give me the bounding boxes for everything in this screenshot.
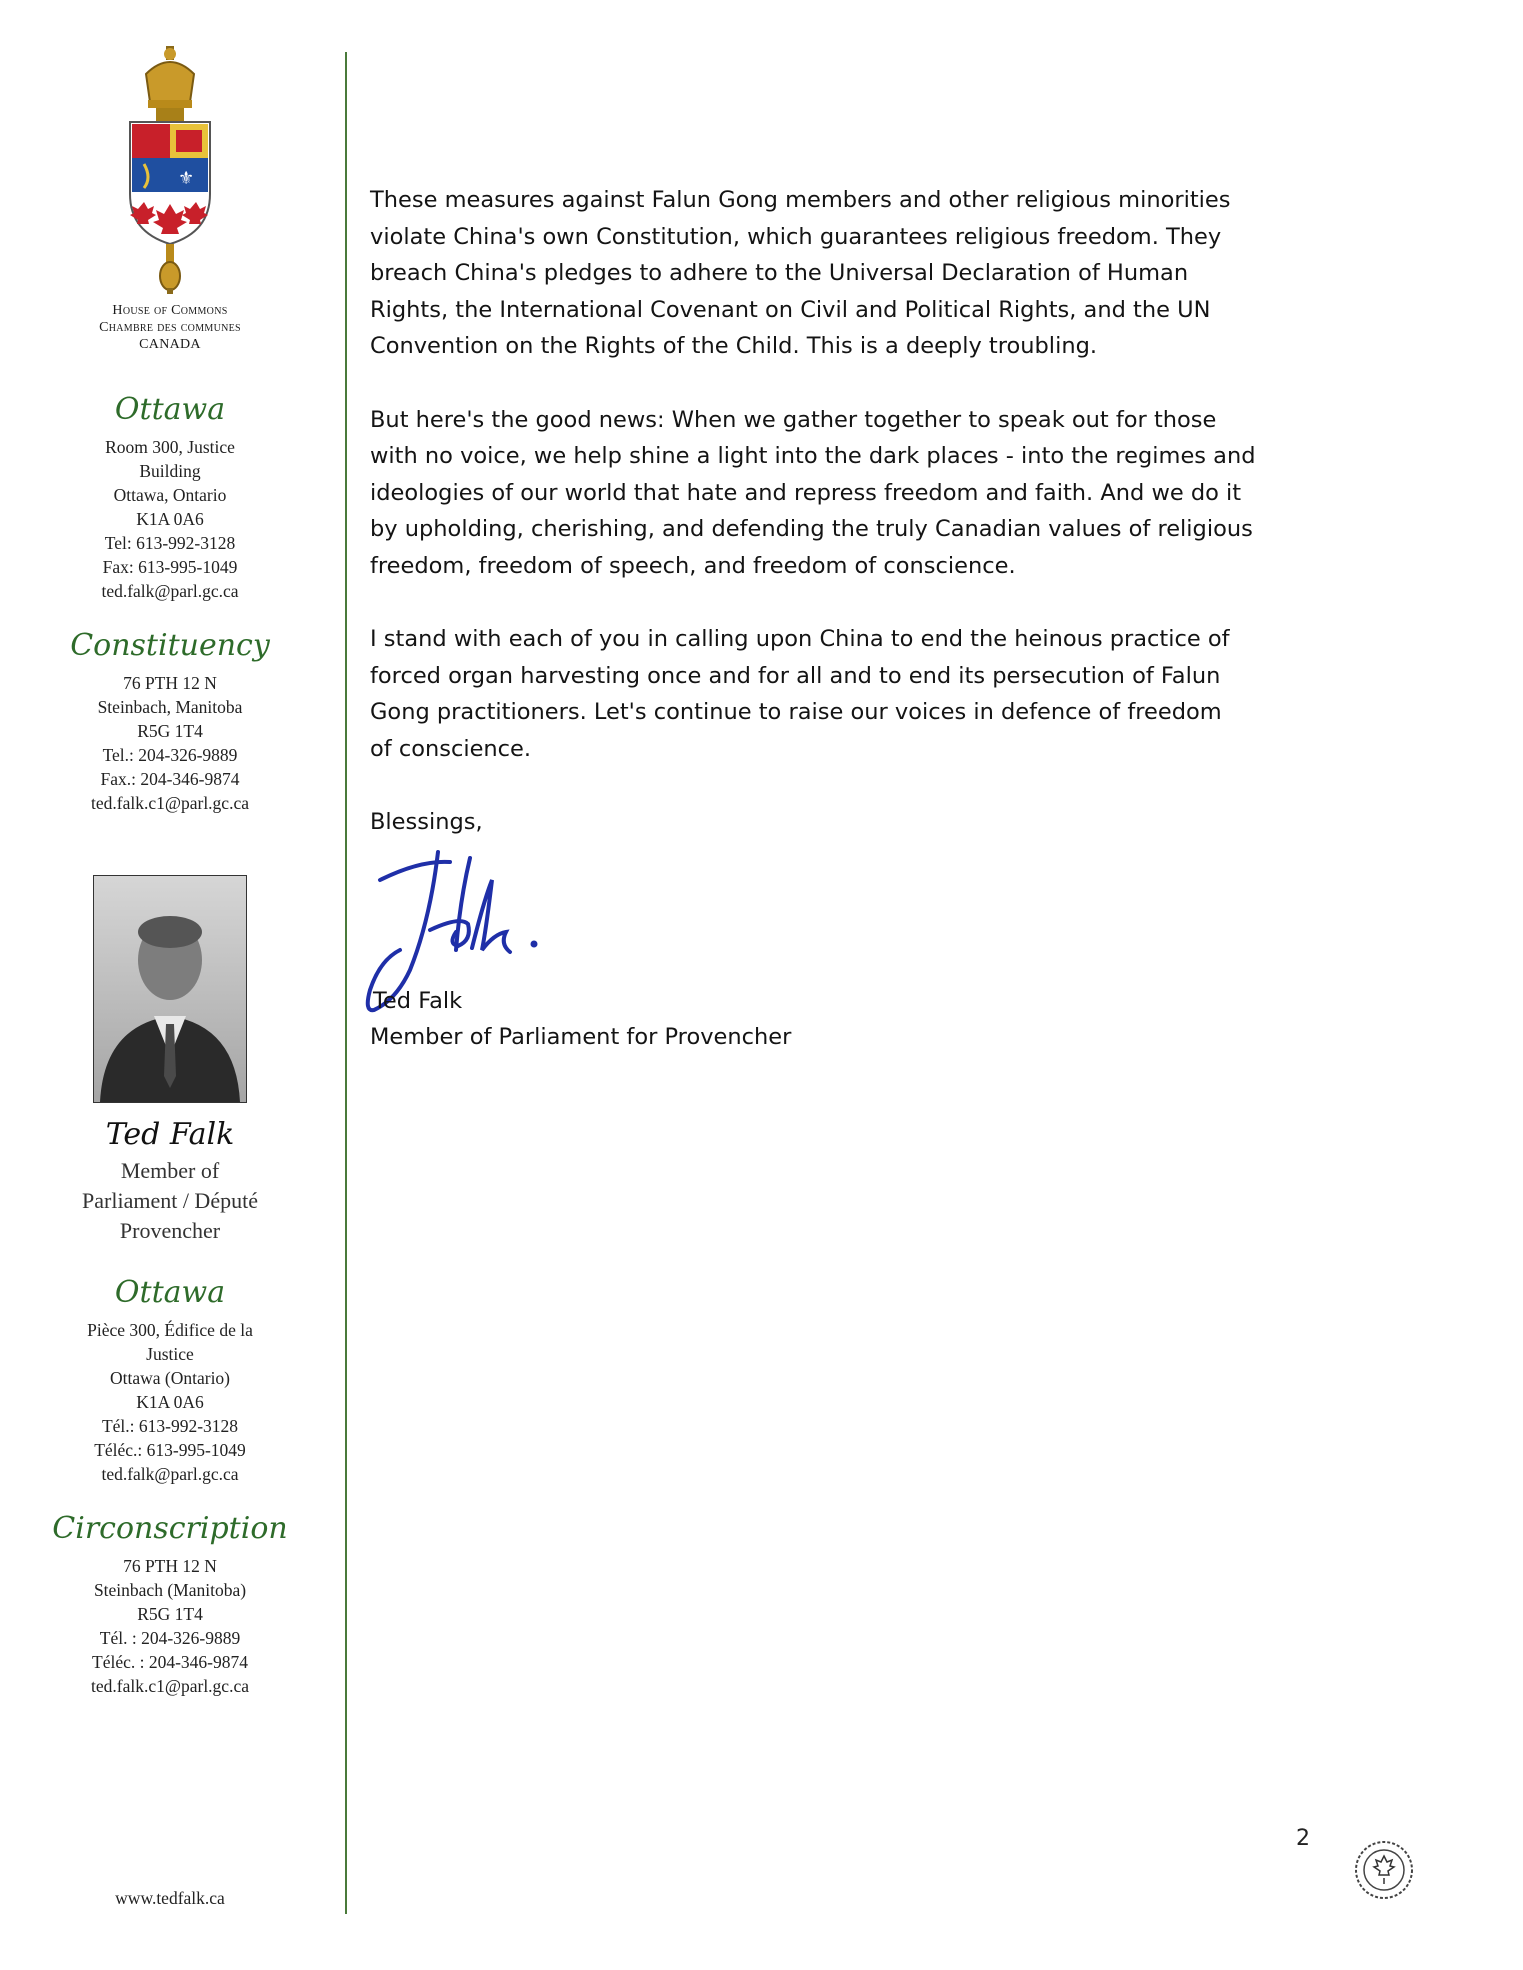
address-line: 76 PTH 12 N <box>123 673 217 693</box>
house-of-commons-title <box>40 302 300 353</box>
paragraph <box>370 621 1370 767</box>
website-link[interactable]: www.tedfalk.ca <box>115 1888 225 1908</box>
address-line: Ottawa (Ontario) <box>109 1368 231 1388</box>
address-line: Building <box>139 461 201 481</box>
phone-line: Tél. : 204-326-9889 <box>99 1628 241 1648</box>
text-line: ideologies of our world that hate and repress freedom and faith. And we do it <box>370 479 1242 506</box>
address-line: Ottawa, Ontario <box>113 485 227 505</box>
constituency-heading: Constituency <box>70 628 270 663</box>
address-line: K1A 0A6 <box>136 1392 204 1412</box>
text-line: I stand with each of you in calling upon China to end the heinous practice of <box>370 626 1230 652</box>
mp-name: Ted Falk <box>105 1117 235 1152</box>
ottawa-heading: Ottawa <box>114 392 226 427</box>
constituency-address <box>40 671 300 815</box>
environmental-choice-seal-icon <box>1352 1838 1416 1902</box>
letterhead-sidebar <box>40 44 300 1698</box>
email-line: ted.falk.c1@parl.gc.ca <box>91 793 249 813</box>
text-line: Rights, the International Covenant on Civil and Political Rights, and the UN <box>370 296 1211 323</box>
circonscription-heading: Circonscription <box>52 1511 288 1546</box>
ottawa-address <box>40 435 300 603</box>
paragraph <box>370 402 1370 585</box>
letter-body <box>370 182 1370 878</box>
house-line: Chambre des communes <box>99 320 241 335</box>
page-number: 2 <box>1296 1826 1310 1851</box>
circonscription-address <box>40 1554 300 1698</box>
address-line: Room 300, Justice <box>105 437 235 457</box>
email-line: ted.falk.c1@parl.gc.ca <box>91 1676 249 1696</box>
role-line: Provencher <box>119 1218 221 1243</box>
address-line: Justice <box>146 1344 194 1364</box>
house-of-commons-crest-icon <box>110 44 230 294</box>
signature-name: Ted Falk <box>373 988 463 1014</box>
address-line: K1A 0A6 <box>136 509 204 529</box>
address-line: 76 PTH 12 N <box>123 1556 217 1576</box>
phone-line: Tél.: 613-992-3128 <box>101 1416 239 1436</box>
address-line: Pièce 300, Édifice de la <box>87 1320 253 1340</box>
mp-role <box>40 1156 300 1246</box>
email-line: ted.falk@parl.gc.ca <box>101 581 239 601</box>
phone-line: Tel: 613-992-3128 <box>104 533 236 553</box>
role-line: Parliament / Député <box>82 1188 258 1213</box>
house-line: CANADA <box>139 337 201 352</box>
text-line: But here's the good news: When we gather together to speak out for those <box>370 406 1217 433</box>
fax-line: Téléc.: 613-995-1049 <box>94 1440 246 1460</box>
fax-line: Téléc. : 204-346-9874 <box>92 1652 248 1672</box>
svg-text:⚜: ⚜ <box>178 168 195 189</box>
email-line: ted.falk@parl.gc.ca <box>101 1464 239 1484</box>
fax-line: Fax.: 204-346-9874 <box>100 769 240 789</box>
text-line: by upholding, cherishing, and defending the truly Canadian values of religious <box>370 516 1253 542</box>
closing-line: Blessings, <box>370 809 483 835</box>
text-line: with no voice, we help shine a light into the dark places - into the regimes and <box>370 443 1256 469</box>
paragraph <box>370 182 1370 365</box>
sidebar-divider <box>345 52 347 1914</box>
text-line: forced organ harvesting once and for all and to end its persecution of Falun <box>370 662 1221 689</box>
text-line: Gong practitioners. Let's continue to raise our voices in defence of freedom <box>370 699 1222 725</box>
signature-title: Member of Parliament for Provencher <box>370 1024 792 1050</box>
text-line: freedom, freedom of speech, and freedom of conscience. <box>370 552 1016 579</box>
text-line: of conscience. <box>370 735 532 762</box>
text-line: violate China's own Constitution, which guarantees religious freedom. They <box>370 223 1222 250</box>
address-line: R5G 1T4 <box>137 721 203 741</box>
text-line: Convention on the Rights of the Child. This is a deeply troubling. <box>370 333 1098 359</box>
mp-portrait-photo <box>93 875 247 1103</box>
house-line: House of Commons <box>112 303 228 318</box>
ottawa-fr-address <box>40 1318 300 1486</box>
text-line: breach China's pledges to adhere to the Universal Declaration of Human <box>370 260 1189 286</box>
address-line: R5G 1T4 <box>137 1604 203 1624</box>
role-line: Member of <box>120 1158 220 1183</box>
address-line: Steinbach (Manitoba) <box>93 1580 247 1600</box>
ottawa-fr-heading: Ottawa <box>114 1275 226 1310</box>
fax-line: Fax: 613-995-1049 <box>102 557 238 577</box>
phone-line: Tel.: 204-326-9889 <box>102 745 238 765</box>
address-line: Steinbach, Manitoba <box>97 697 243 717</box>
text-line: These measures against Falun Gong members and other religious minorities <box>370 187 1231 213</box>
